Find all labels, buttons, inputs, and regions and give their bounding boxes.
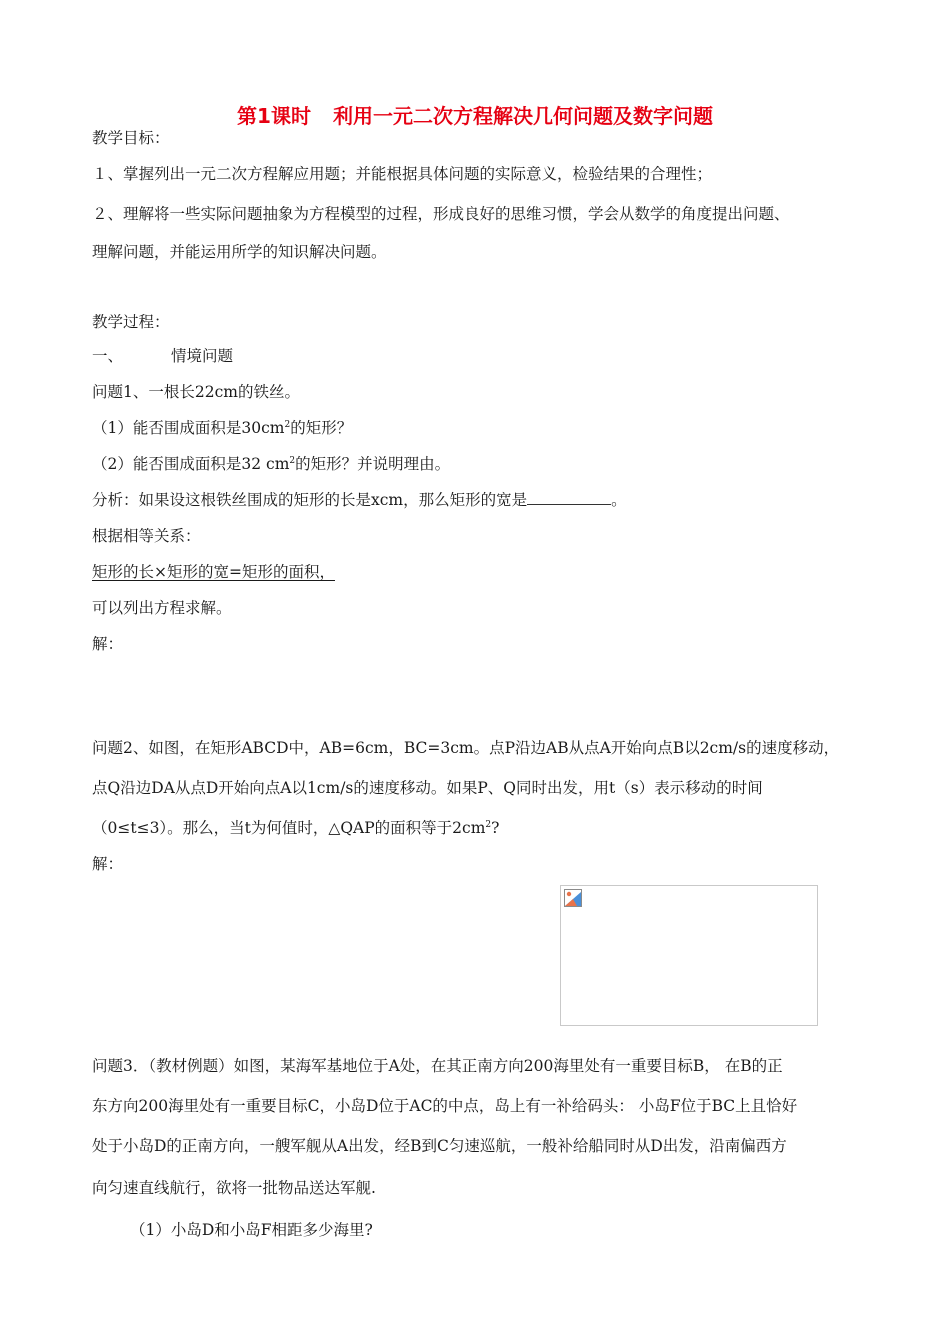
- problem1-analysis: 分析：如果设这根铁丝围成的矩形的长是xcm，那么矩形的宽是 。: [92, 491, 627, 509]
- problem1-solution-label: 解：: [92, 635, 124, 653]
- relation-formula: 矩形的长×矩形的宽=矩形的面积，: [92, 563, 335, 581]
- objectives-heading: 教学目标：: [92, 129, 170, 147]
- problem1-conclusion: 可以列出方程求解。: [92, 599, 232, 617]
- process-heading: 教学过程：: [92, 313, 170, 331]
- lesson-number: 第1课时: [237, 104, 311, 128]
- objective-item-2: ２、理解将一些实际问题抽象为方程模型的过程，形成良好的思维习惯，学会从数学的角度提出问题、: [92, 205, 790, 223]
- page-title: [0, 100, 950, 129]
- problem1-question-1: （1）能否围成面积是$30cm^2$的矩形？: [92, 419, 353, 437]
- problem1-question-2: （2）能否围成面积是32 $cm^2$的矩形？并说明理由。: [92, 455, 451, 473]
- problem3-line-1: 问题3．（教材例题）如图，某海军基地位于A处，在其正南方向200海里处有一重要目标B， 在B的正: [92, 1057, 783, 1075]
- objective-item-1: １、掌握列出一元二次方程解应用题；并能根据具体问题的实际意义，检验结果的合理性；: [92, 165, 713, 183]
- problem3-question-1: （1）小岛D和小岛F相距多少海里?: [130, 1221, 373, 1239]
- problem3-line-4: 向匀速直线航行，欲将一批物品送达军舰.: [92, 1179, 376, 1197]
- lesson-topic: 利用一元二次方程解决几何问题及数字问题: [332, 104, 713, 128]
- problem3-line-3: 处于小岛D的正南方向，一艘军舰从A出发，经B到C匀速巡航，一般补给船同时从D出发，沿南偏西方: [92, 1137, 787, 1155]
- section-title: 情境问题: [171, 347, 234, 365]
- section-number: 一、: [92, 347, 124, 365]
- objective-item-2-continued: 理解问题，并能运用所学的知识解决问题。: [92, 243, 387, 261]
- problem2-solution-label: 解：: [92, 855, 124, 873]
- section-heading: [92, 346, 233, 366]
- problem2-line-1: 问题2、如图，在矩形ABCD中，AB=6cm，BC=3cm。点P沿边AB从点A开始向点B以2cm/s的速度移动，: [92, 739, 840, 757]
- broken-image-icon: [564, 889, 582, 907]
- problem2-line-3: （0≤t≤3）。那么，当t为何值时，△QAP的面积等于$2cm^2$?: [92, 819, 500, 837]
- figure-placeholder: [560, 885, 818, 1026]
- problem3-line-2: 东方向200海里处有一重要目标C，小岛D位于AC的中点，岛上有一补给码头： 小岛F位于BC上且恰好: [92, 1097, 798, 1115]
- relation-label: 根据相等关系：: [92, 527, 201, 545]
- problem1-intro: 问题1、一根长22cm的铁丝。: [92, 383, 300, 401]
- fill-in-blank: [527, 490, 611, 505]
- problem2-line-2: 点Q沿边DA从点D开始向点A以1cm/s的速度移动。如果P、Q同时出发，用t（s）表示移动的时间: [92, 779, 763, 797]
